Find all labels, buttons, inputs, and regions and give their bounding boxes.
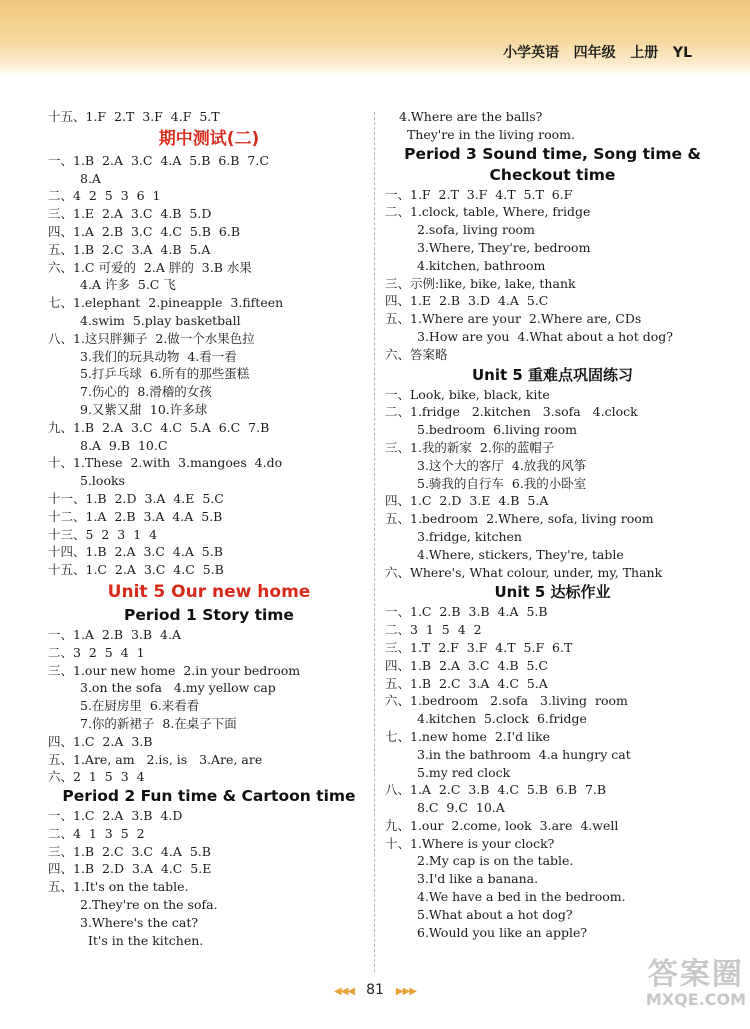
answer-line: 三、1.T 2.F 3.F 4.T 5.F 6.T: [385, 639, 573, 655]
answer-line-cont: 9.又紫又甜 10.许多球: [80, 401, 208, 417]
period-title: Period 3 Sound time, Song time &: [404, 144, 701, 163]
column-divider: [374, 112, 375, 972]
answer-line: 十五、1.C 2.A 3.C 4.C 5.B: [48, 562, 224, 578]
header-band: [0, 0, 750, 76]
answer-line: 五、1.Where are your 2.Where are, CDs: [385, 311, 642, 327]
page-footer: [0, 982, 750, 998]
watermark-url: MXQE.COM: [645, 990, 746, 1009]
answer-line: 六、2 1 5 3 4: [48, 769, 145, 785]
watermark-logo: [646, 958, 746, 1009]
answer-line: 三、1.我的新家 2.你的蓝帽子: [385, 439, 555, 455]
answer-line: 一、Look, bike, black, kite: [385, 386, 550, 402]
section-title: Unit 5 达标作业: [494, 583, 611, 602]
answer-line: 十一、1.B 2.D 3.A 4.E 5.C: [48, 490, 224, 506]
period-title: Checkout time: [489, 165, 616, 184]
period-title: Period 2 Fun time & Cartoon time: [62, 787, 356, 806]
answer-line-cont: 3.Where, They're, bedroom: [417, 239, 591, 255]
answer-line: 五、1.B 2.C 3.A 4.C 5.A: [385, 675, 548, 691]
answer-line-cont: 7.伤心的 8.滑稽的女孩: [80, 384, 212, 400]
answer-line: 三、1.B 2.C 3.C 4.A 5.B: [48, 843, 211, 859]
answer-line: 十、1.Where is your clock?: [385, 835, 555, 851]
answer-line: 四、1.B 2.A 3.C 4.B 5.C: [385, 657, 548, 673]
answer-line-cont: 3.on the sofa 4.my yellow cap: [80, 680, 276, 696]
prev-arrows-icon: ◀◀◀: [334, 986, 355, 997]
answer-line-cont: 4.swim 5.play basketball: [80, 312, 241, 328]
section-title: 期中测试(二): [158, 128, 260, 149]
answer-line: 七、1.elephant 2.pineapple 3.fifteen: [48, 295, 284, 311]
answer-line-cont: 5.在厨房里 6.来看看: [80, 698, 200, 714]
answer-line: 二、3 1 5 4 2: [385, 622, 482, 638]
answer-line-cont: 5.my red clock: [417, 764, 511, 780]
section-title: Unit 5 Our new home: [107, 581, 311, 602]
answer-line: 二、1.fridge 2.kitchen 3.sofa 4.clock: [385, 404, 638, 420]
answer-line-cont: 8.A 9.B 10.C: [80, 437, 168, 453]
answer-line: 一、1.A 2.B 3.B 4.A: [48, 626, 181, 642]
answer-line: 四、1.A 2.B 3.C 4.C 5.B 6.B: [48, 223, 241, 239]
answer-line: 七、1.new home 2.I'd like: [385, 728, 551, 744]
answer-line: 二、3 2 5 4 1: [48, 644, 145, 660]
answer-line-cont: 4.We have a bed in the bedroom.: [417, 889, 626, 905]
answer-line-cont: 3.I'd like a banana.: [417, 871, 539, 887]
right-column: [385, 108, 720, 941]
answer-line-cont: It's in the kitchen.: [80, 932, 204, 948]
answer-line-cont: 2.They're on the sofa.: [80, 897, 218, 913]
answer-line: 四、1.C 2.D 3.E 4.B 5.A: [385, 493, 549, 509]
left-column: [48, 108, 370, 949]
book-header: 小学英语 四年级 上册 YL: [503, 45, 692, 61]
answer-line: 五、1.bedroom 2.Where, sofa, living room: [385, 511, 654, 527]
answer-line-cont: 8.C 9.C 10.A: [417, 800, 505, 816]
answer-line-cont: 6.Would you like an apple?: [417, 924, 588, 940]
answer-line: 十二、1.A 2.B 3.A 4.A 5.B: [48, 508, 223, 524]
answer-line: 二、1.clock, table, Where, fridge: [385, 204, 591, 220]
answer-line-cont: 5.bedroom 6.living room: [417, 422, 578, 438]
answer-line: 五、1.Are, am 2.is, is 3.Are, are: [48, 751, 263, 767]
answer-line-cont: 5.looks: [80, 473, 125, 489]
answer-line: 六、1.C 可爱的 2.A 胖的 3.B 水果: [48, 259, 252, 275]
watermark-chars: 答案圈: [647, 957, 744, 992]
answer-line: 一、1.C 2.A 3.B 4.D: [48, 808, 183, 824]
period-title: Period 1 Story time: [124, 605, 294, 624]
answer-line: 一、1.F 2.T 3.F 4.T 5.T 6.F: [385, 186, 573, 202]
answer-line-cont: They're in the living room.: [399, 126, 575, 142]
answer-line: 六、Where's, What colour, under, my, Thank: [385, 564, 663, 580]
answer-line: 六、答案略: [385, 346, 448, 362]
answer-line: 三、1.E 2.A 3.C 4.B 5.D: [48, 206, 212, 222]
answer-line: 一、1.C 2.B 3.B 4.A 5.B: [385, 604, 548, 620]
section-title: Unit 5 重难点巩固练习: [471, 365, 634, 384]
answer-line-cont: 3.How are you 4.What about a hot dog?: [417, 328, 673, 344]
answer-line: 八、1.这只胖狮子 2.做一个水果色拉: [48, 330, 255, 346]
answer-line: 十三、5 2 3 1 4: [48, 526, 158, 542]
answer-line: 十四、1.B 2.A 3.C 4.A 5.B: [48, 544, 223, 560]
answer-line-cont: 4.A 许多 5.C 飞: [80, 277, 176, 293]
answer-line-cont: 3.我们的玩具动物 4.看一看: [80, 348, 237, 364]
answer-line-cont: 3.Where's the cat?: [80, 914, 199, 930]
answer-line: 五、1.B 2.C 3.A 4.B 5.A: [48, 241, 211, 257]
answer-line-cont: 5.骑我的自行车 6.我的小卧室: [417, 475, 587, 491]
answer-line-cont: 5.What about a hot dog?: [417, 906, 573, 922]
answer-line-cont: 5.打乒乓球 6.所有的那些蛋糕: [80, 366, 250, 382]
page-number: 81: [366, 982, 384, 998]
answer-line-cont: 3.fridge, kitchen: [417, 528, 522, 544]
answer-line: 九、1.our 2.come, look 3.are 4.well: [385, 817, 619, 833]
answer-line-cont: 3.in the bathroom 4.a hungry cat: [417, 746, 631, 762]
answer-line: 四、1.B 2.D 3.A 4.C 5.E: [48, 861, 212, 877]
answer-line: 四、1.E 2.B 3.D 4.A 5.C: [385, 293, 549, 309]
answer-line-cont: 4.kitchen, bathroom: [417, 257, 546, 273]
answer-line-cont: 4.kitchen 5.clock 6.fridge: [417, 711, 587, 727]
answer-line: 十、1.These 2.with 3.mangoes 4.do: [48, 455, 283, 471]
answer-line: 六、1.bedroom 2.sofa 3.living room: [385, 693, 628, 709]
next-arrows-icon: ▶▶▶: [395, 986, 416, 997]
answer-line-cont: 8.A: [80, 170, 101, 186]
answer-line: 二、4 2 5 3 6 1: [48, 188, 161, 204]
answer-line: 九、1.B 2.A 3.C 4.C 5.A 6.C 7.B: [48, 419, 270, 435]
answer-line-cont: 7.你的新裙子 8.在桌子下面: [80, 715, 237, 731]
answer-line-cont: 3.这个大的客厅 4.放我的风筝: [417, 457, 587, 473]
answer-line: 三、1.our new home 2.in your bedroom: [48, 662, 301, 678]
answer-line-cont: 4.Where are the balls?: [399, 109, 543, 124]
answer-line: 三、示例:like, bike, lake, thank: [385, 275, 576, 291]
answer-line: 四、1.C 2.A 3.B: [48, 733, 153, 749]
answer-line: 五、1.It's on the table.: [48, 879, 189, 895]
answer-line: 十五、1.F 2.T 3.F 4.F 5.T: [48, 109, 220, 124]
answer-line-cont: 2.sofa, living room: [417, 222, 535, 238]
answer-line: 八、1.A 2.C 3.B 4.C 5.B 6.B 7.B: [385, 782, 607, 798]
answer-line-cont: 2.My cap is on the table.: [417, 853, 574, 869]
answer-line-cont: 4.Where, stickers, They're, table: [417, 546, 624, 562]
answer-line: 二、4 1 3 5 2: [48, 825, 145, 841]
answer-line: 一、1.B 2.A 3.C 4.A 5.B 6.B 7.C: [48, 152, 269, 168]
